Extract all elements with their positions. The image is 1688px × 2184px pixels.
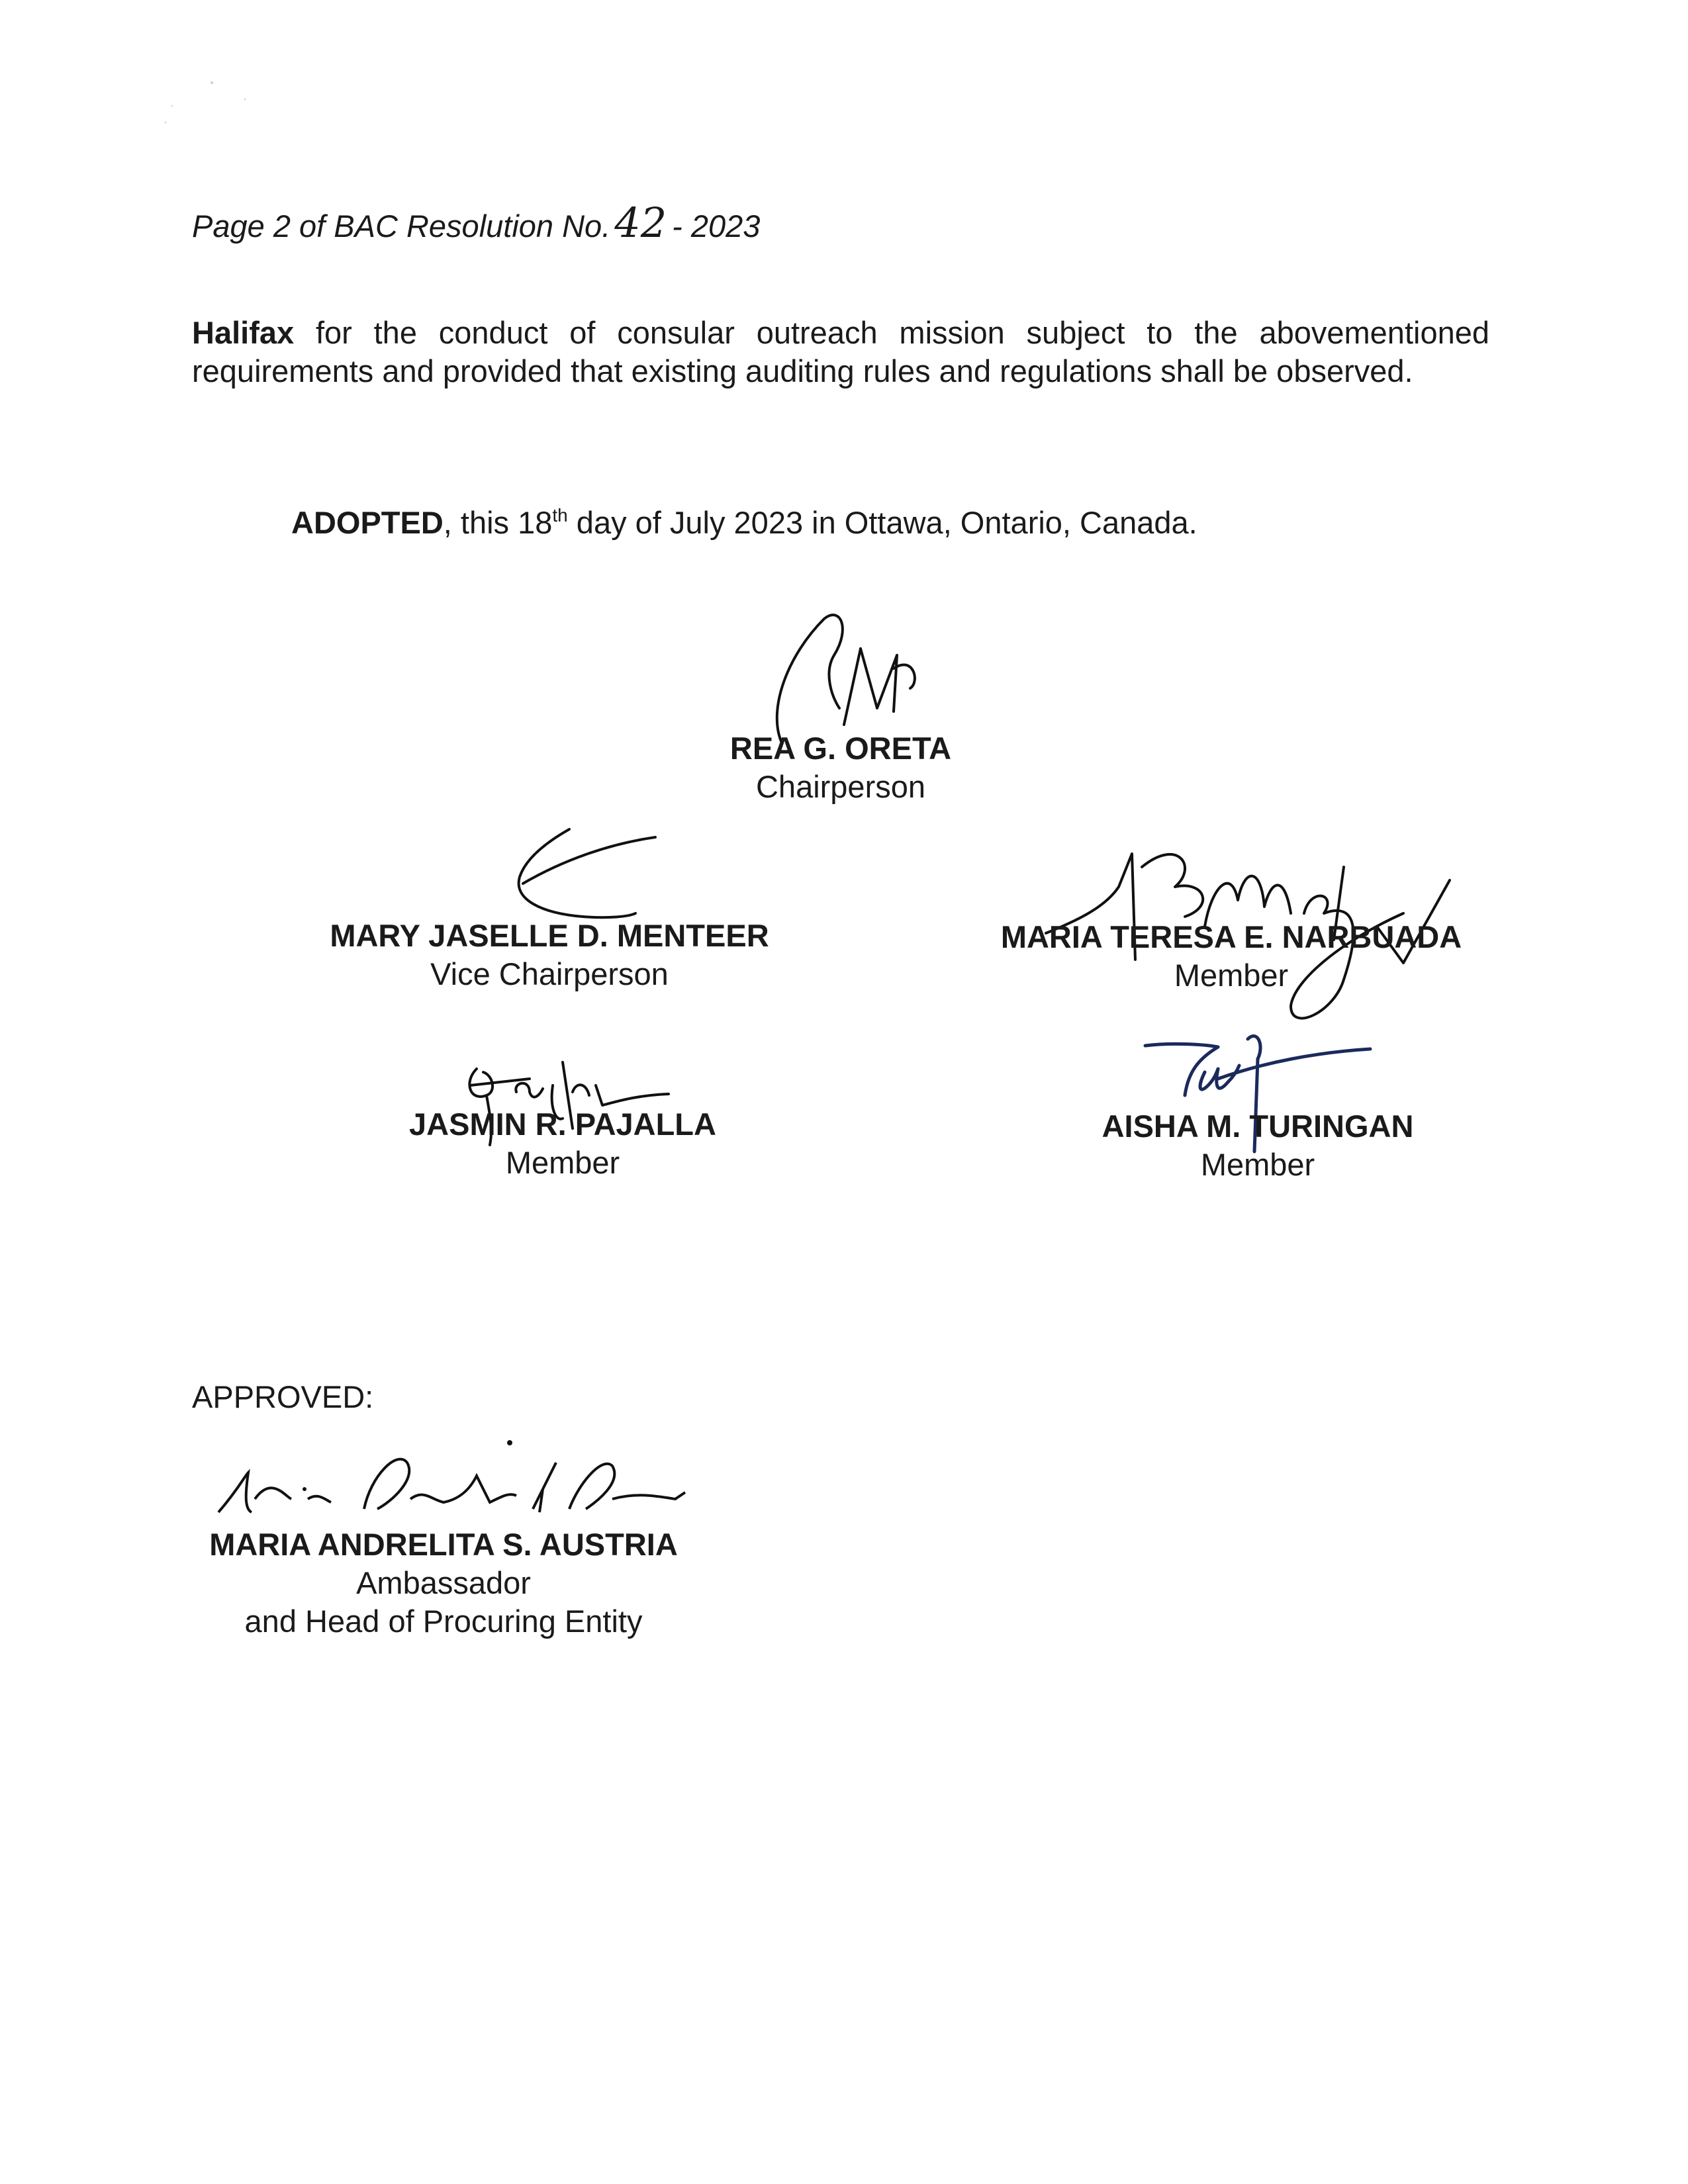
signatory-member-turingan (1019, 1107, 1496, 1184)
scan-specks-graphic (99, 73, 271, 132)
signatory-name: JASMIN R. PAJALLA (409, 1107, 716, 1142)
signatory-name: REA G. ORETA (729, 731, 952, 766)
signatory-name: AISHA M. TURINGAN (1102, 1109, 1414, 1144)
signatory-role: Member (505, 1145, 620, 1180)
adopted-line (291, 504, 1197, 541)
header-prefix: Page 2 of BAC Resolution No. (192, 208, 611, 244)
page-header (192, 199, 760, 247)
signatory-name: MARY JASELLE D. MENTEER (330, 918, 769, 953)
approver-name: MARIA ANDRELITA S. AUSTRIA (209, 1527, 678, 1562)
adopted-ordinal: th (552, 505, 568, 525)
adopted-text-before: , this 18 (443, 505, 553, 540)
signatory-member-pajalla (357, 1105, 768, 1182)
signatory-role: Member (1174, 958, 1289, 993)
signatory-role: Vice Chairperson (430, 956, 669, 991)
signatory-chair (662, 729, 1019, 806)
body-text: for the conduct of consular outreach mission subject to the abovementioned requirements and provided that existing auditing rules and regulations shall be observed. (192, 315, 1489, 388)
signature-austria (199, 1436, 715, 1535)
approver-block (179, 1525, 708, 1641)
signatory-name: MARIA TERESA E. NARBUADA (1000, 919, 1462, 954)
adopted-text-after: day of July 2023 in Ottawa, Ontario, Canada. (567, 505, 1197, 540)
header-suffix: - 2023 (672, 208, 761, 244)
body-paragraph (192, 314, 1489, 390)
signatory-role: Member (1200, 1147, 1315, 1182)
signatory-vice-chair (318, 917, 781, 993)
approved-label: APPROVED: (192, 1379, 374, 1414)
signatory-member-narbuada (953, 918, 1509, 995)
signature-austria-graphic (199, 1436, 715, 1535)
signatory-role: Chairperson (755, 769, 926, 804)
approver-title-line1: Ambassador (356, 1565, 531, 1600)
scan-specks (99, 73, 271, 136)
approver-title-line2: and Head of Procuring Entity (244, 1604, 643, 1639)
adopted-label: ADOPTED (291, 505, 444, 540)
body-lead-bold: Halifax (192, 315, 295, 350)
handwritten-resolution-number: 42 (614, 199, 667, 247)
